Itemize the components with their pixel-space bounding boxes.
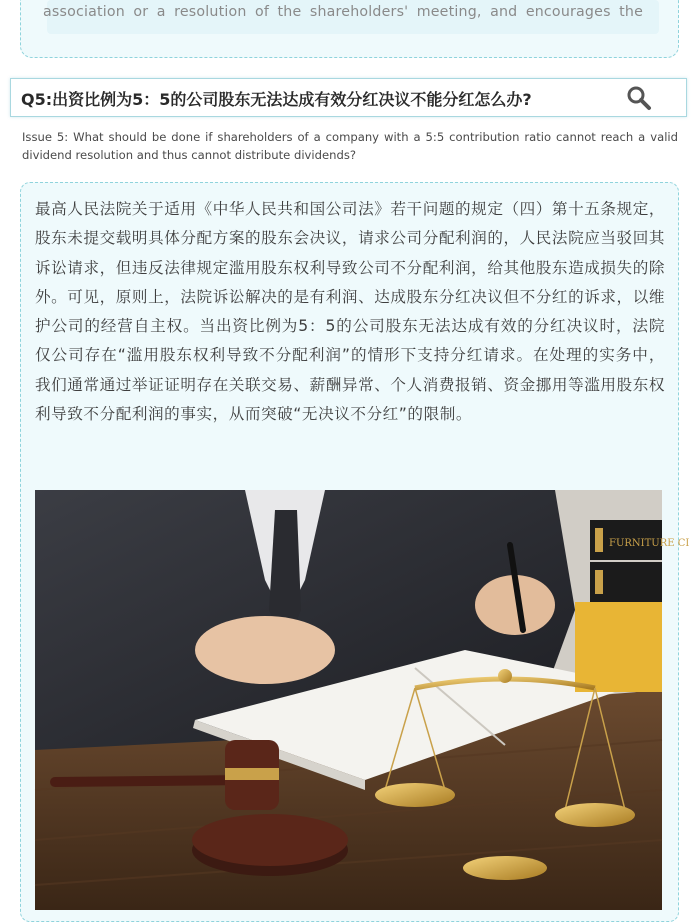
previous-answer-card <box>20 0 679 58</box>
search-icon[interactable] <box>626 85 652 111</box>
question-bar <box>10 78 687 117</box>
book-spine-label: FURNITURE CI <box>609 538 690 549</box>
law-photo <box>35 490 690 910</box>
answer-paragraph: 最高人民法院关于适用《中华人民共和国公司法》若干问题的规定（四）第十五条规定，股东未提交载明具体分配方案的股东会决议，请求公司分配利润的，人民法院应当驳回其诉讼请求，但违反法律规定滥用股东权利导致公司不分配利润，给其他股东造成损失的除外。可见，原则上，法院诉讼解决的是有利润、达成股东分红决议但不分红的诉求，以维护公司的经营自主权。当出资比例为5：5的公司股东无法达成有效的分红决议时，法院仅公司存在“滥用股东权利导致不分配利润”的情形下支持分红请求。在处理的实务中，我们通常通过举证证明存在关联交易、薪酬异常、个人消费报销、资金挪用等滥用股东权利导致不分配利润的事实，从而突破“无决议不分红”的限制。 <box>35 200 665 424</box>
previous-answer-text: association or a resolution of the shareholders' meeting, and encourages the <box>43 4 643 20</box>
question-english: Issue 5: What should be done if shareholders of a company with a 5:5 contribution ratio cannot reach a valid dividend resolution and thus cannot distribute dividends? <box>22 130 678 162</box>
question-title: Q5:出资比例为5：5的公司股东无法达成有效分红决议不能分红怎么办? <box>21 90 532 109</box>
answer-card <box>20 182 690 922</box>
